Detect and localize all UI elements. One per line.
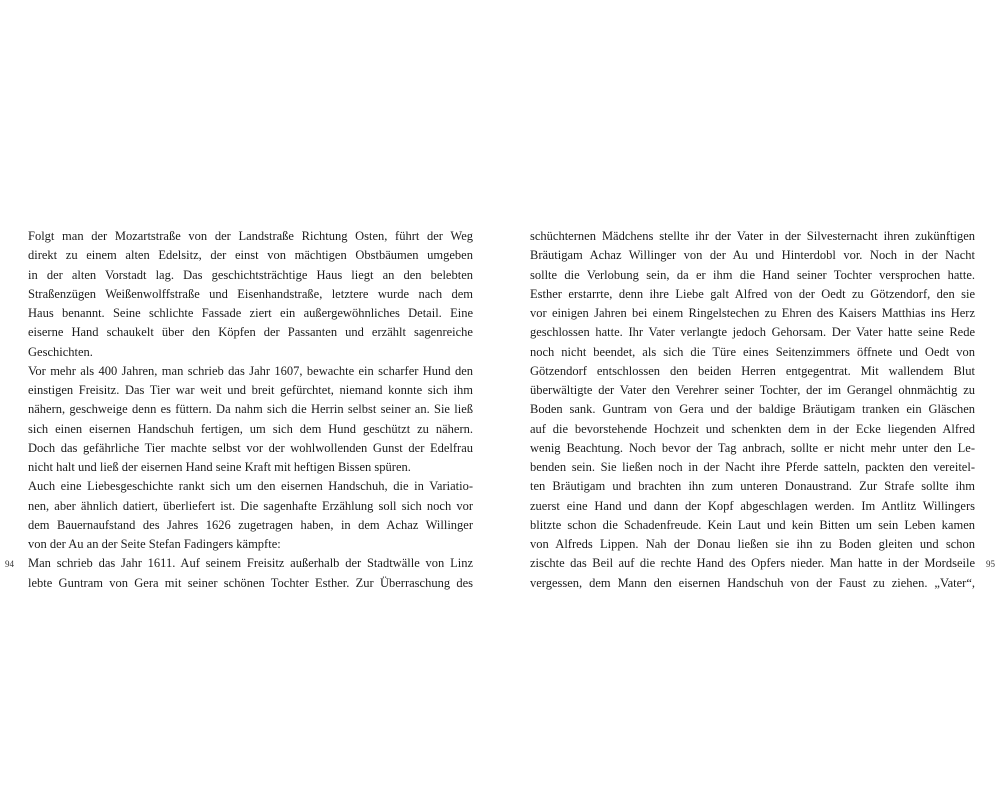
text-line: noch nicht beendet, als sich die Türe eines Seitenzimmers öffnete und Oedt von xyxy=(530,344,975,359)
text-line: Man schrieb das Jahr 1611. Auf seinem Freisitz außerhalb der Stadtwälle von Linz xyxy=(28,556,473,571)
text-line: von der Au an der Seite Stefan Fadingers kämpfte: xyxy=(28,537,281,551)
text-line: Götzendorf entschlossen den beiden Herren entgegentrat. Mit wallendem Blut xyxy=(530,363,975,378)
text-line: Doch das gefährliche Tier machte selbst vor der wohlwollenden Gunst der Edelfrau xyxy=(28,440,473,455)
text-line: sich einen eisernen Handschuh fertigen, um sich dem Hund geschützt zu nähern. xyxy=(28,421,473,436)
text-line: überwältigte der Vater den Verehrer seiner Tochter, der im Gerangel ohnmächtig zu xyxy=(530,383,975,397)
text-line: sollte die Verlobung sein, da er ihm die Hand seiner Tochter versprochen hatte. xyxy=(530,267,975,282)
right-page-text xyxy=(530,227,975,593)
text-line: ten Bräutigam und brachten ihn zum unteren Donaustrand. Zur Strafe sollte ihm xyxy=(530,479,975,494)
left-page-number: 94 xyxy=(5,559,14,569)
text-line: Esther erstarrte, denn ihre Liebe galt Alfred von der Oedt zu Götzendorf, den sie xyxy=(530,286,975,301)
text-line: Straßenzügen Weißenwolffstraße und Eisenhandstraße, letztere wurde nach dem xyxy=(28,286,473,301)
text-line: Boden sank. Guntram von Gera und der baldige Bräutigam tranken ein Gläschen xyxy=(530,402,975,417)
text-line: Haus benannt. Seine schlichte Fassade ziert ein außergewöhnliches Detail. Eine xyxy=(28,306,473,320)
text-line: zischte das Beil auf die rechte Hand des Opfers nieder. Man hatte in der Mordseile xyxy=(530,556,975,571)
text-line: vor einigen Jahren bei einem Ringelstechen zu Ehren des Kaisers Matthias ins Herz xyxy=(530,306,975,320)
text-line: wenig Beachtung. Noch bevor der Tag anbrach, sollte er nicht mehr unter den Le- xyxy=(530,440,975,455)
text-line: von Alfreds Lippen. Nah der Donau ließen sie ihn zu Boden gleiten und schon xyxy=(530,537,975,551)
text-line: Bräutigam Achaz Willinger von der Au und Hinterdobl vor. Noch in der Nacht xyxy=(530,248,975,263)
text-line: eiserne Hand schaukelt über den Köpfen der Passanten und erzählt sagenreiche xyxy=(28,325,473,340)
text-line: zuerst eine Hand und dann der Kopf abgeschlagen werden. Im Antlitz Willingers xyxy=(530,498,975,513)
text-line: Auch eine Liebesgeschichte rankt sich um den eisernen Handschuh, die in Variatio- xyxy=(28,479,473,494)
text-line: dem Bauernaufstand des Jahres 1626 zugetragen haben, in dem Achaz Willinger xyxy=(28,517,473,532)
text-line: Geschichten. xyxy=(28,344,93,359)
text-line: schüchternen Mädchens stellte ihr der Vater in der Silvesternacht ihren zukünftigen xyxy=(530,229,975,243)
text-line: Vor mehr als 400 Jahren, man schrieb das Jahr 1607, bewachte ein scharfer Hund den xyxy=(28,363,473,378)
right-page-number: 95 xyxy=(986,559,995,569)
text-line: nicht halt und ließ der eisernen Hand seine Kraft mit heftigen Bissen spüren. xyxy=(28,460,411,474)
text-line: blitzte schon die Schadenfreude. Kein Laut und kein Bitten um sein Leben kamen xyxy=(530,517,975,532)
text-line: lebte Guntram von Gera mit seiner schönen Tochter Esther. Zur Überraschung des xyxy=(28,575,473,590)
text-line: direkt zu einem alten Edelsitz, der einst von mächtigen Obstbäumen umgeben xyxy=(28,248,473,263)
text-line: nähern, geschweige denn es füttern. Da nahm sich die Herrin selbst seiner an. Sie ließ xyxy=(28,402,473,417)
text-line: vergessen, dem Mann den eisernen Handschuh von der Faust zu ziehen. „Vater“, xyxy=(530,575,975,590)
left-page-text xyxy=(28,227,473,593)
text-line: Folgt man der Mozartstraße von der Landstraße Richtung Osten, führt der Weg xyxy=(28,229,473,243)
text-line: auf die bevorstehende Hochzeit und schenkten dem in der Ecke liegenden Alfred xyxy=(530,421,975,436)
text-line: einstigen Freisitz. Das Tier war weit und breit gefürchtet, niemand konnte sich ihm xyxy=(28,383,473,397)
text-line: nen, aber ähnlich datiert, überliefert ist. Die sagenhafte Erzählung soll sich noch vor xyxy=(28,498,473,513)
text-line: geschlossen hatte. Ihr Vater verlangte jedoch Gehorsam. Der Vater hatte seine Rede xyxy=(530,325,975,340)
text-line: in der alten Vorstadt lag. Das geschichtsträchtige Haus liegt an den belebten xyxy=(28,267,473,282)
text-line: benden sein. Sie ließen noch in der Nacht ihre Pferde satteln, packten den vereitel- xyxy=(530,460,975,474)
